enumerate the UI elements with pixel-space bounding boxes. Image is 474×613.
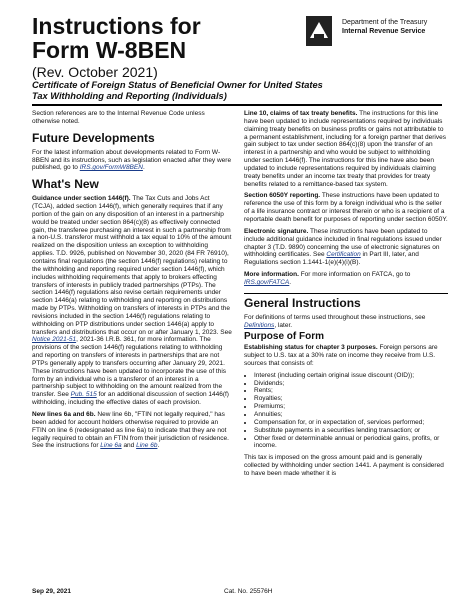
pub-515-link[interactable]: Pub. 515 (70, 391, 97, 399)
definitions-link[interactable]: Definitions (244, 321, 275, 329)
whats-new-heading: What's New (32, 177, 99, 192)
list-item: • Compensation for, or in expectation of, services performed; (254, 419, 448, 427)
list-item: • Other fixed or determinable annual or periodical gains, profits, or income. (254, 435, 448, 451)
list-item: • Premiums; (254, 403, 448, 411)
title-line-2: Form W-8BEN (32, 37, 187, 63)
revision-date: (Rev. October 2021) (32, 64, 158, 80)
title-line-1: Instructions for (32, 13, 201, 39)
dept-irs: Internal Revenue Service (342, 28, 426, 35)
document-title (32, 14, 201, 62)
irs-header-block (306, 16, 446, 46)
guidance-1446f-paragraph: Guidance under section 1446(f). The Tax Cuts and Jobs Act (TCJA), added section 1446(f), which generally requires that if any portion of the gain on any disposition of an interest in a partnership would be treated under section 864(c)(8) as effectively connected gain, the transferee purchasing an interest in such a partnership from a non-U.S. transferor must withhold a tax equal to 10% of the amount realized on the disposition unless an exception to withholding applies. T.D. 9926, published on November 30, 2020 (84 FR 76910), contains final regulations (the section 1446(f) regulations) relating to the withholding and reporting required under section 1446(f), which includes withholding requirements that apply to brokers effecting transfers of interests in publicly traded partnerships (PTPs). The section 1446(f) regulations also revise certain requirements under section 1446(a) relating to withholding and reporting on distributions made by PTPs. Withholding on transfers of interests in PTPs and the revisions included in the section 1446(f) regulations relating to withholding on PTP distributions under section 1446(a) apply to transfers and distributions that occur on or after January 1, 2023. See Notice 2021-51, 2021-36 I.R.B. 361, for more information. The provisions of the section 1446(f) regulations relating to withholding and reporting on transfers of interests in partnerships that are not PTPs generally apply to transfers occurring after January 29, 2021. These instructions have been updated to incorporate the use of this form by an individual who is a transferor of an interest in a partnership subject to withholding on the amount realized from the transfer. See Pub. 515 for an additional discussion of section 1446(f) withholding, including the effective dates of each provision. (32, 195, 232, 407)
future-developments-text: For the latest information about developments related to Form W-8BEN and its instructions, such as legislation enacted after they were published, go to IRS.gov/FormW8BEN. (32, 148, 232, 172)
right-column (244, 110, 448, 482)
electronic-signature-paragraph: Electronic signature. These instructions have been updated to include additional guidance included in final regulations issued under chapter 3 (T.D. 9890) concerning the use of electronic signatures on withholding certificates. See Certification in Part III, later, and Regulations section 1.1441-1(e)(4)(i)(B). (244, 227, 442, 267)
list-item: • Interest (including certain original issue discount (OID)); (254, 372, 448, 380)
line-6a-link[interactable]: Line 6a (100, 442, 122, 450)
purpose-of-form-heading: Purpose of Form (244, 331, 325, 343)
irs-eagle-logo-icon (306, 16, 332, 46)
general-instructions-heading: General Instructions (244, 293, 448, 310)
list-item: • Royalties; (254, 395, 448, 403)
new-lines-paragraph: New lines 6a and 6b. New line 6b, "FTIN not legally required," has been added for account holders otherwise required to provide an FTIN on line 6 (redesignated as line 6a) to indicate that they are not legally required to obtain an FTIN from their jurisdiction of residence. See the instructions for Line 6a and Line 6b. (32, 411, 229, 450)
list-item: • Dividends; (254, 380, 448, 388)
left-column (32, 110, 232, 454)
establishing-status-paragraph: Establishing status for chapter 3 purposes. Foreign persons are subject to U.S. tax at a 30% rate on income they receive from U.S. sources that consists of: (244, 344, 438, 367)
irs-fatca-link[interactable]: IRS.gov/FATCA (244, 278, 290, 286)
notice-2021-51-link[interactable]: Notice 2021-51 (32, 336, 77, 344)
general-instructions-text: For definitions of terms used throughout these instructions, see Definitions, later. (244, 313, 426, 329)
more-information-paragraph: More information. For more information on FATCA, go to IRS.gov/FATCA. (244, 271, 411, 286)
income-types-list (244, 372, 448, 450)
footer-catalog-number: Cat. No. 25576H (224, 588, 273, 595)
certification-link[interactable]: Certification (326, 251, 361, 259)
list-item: • Annuities; (254, 411, 448, 419)
line10-paragraph: Line 10, claims of tax treaty benefits. The instructions for this line have been updated to include representations required by individuals claiming treaty benefits on business profits or gains not attributable to a permanent establishment, including for a foreign partner that derives gain subject to tax under section 864(c)(8) upon the transfer of an interest in a partnership and who would be subject to withholding under section 1446(f). The instructions for this line have also been updated to include representations required by individuals claiming treaty benefits under an income tax treaty that provides for treaty benefits related to a remittance-based tax system. (244, 110, 446, 188)
form-subtitle: Certificate of Foreign Status of Beneficial Owner for United States Tax Withholding and Reporting (Individuals) (32, 80, 323, 101)
section-6050y-paragraph: Section 6050Y reporting. These instructions have been updated to reference the use of this form by a foreign individual who is the seller of a life insurance contract or interest therein or who is a recipient of a reportable death benefit for purposes of reporting under section 6050Y. (244, 192, 448, 223)
dept-treasury: Department of the Treasury (342, 19, 428, 26)
list-item: • Rents; (254, 387, 448, 395)
footer-date: Sep 29, 2021 (32, 588, 72, 595)
tax-imposed-paragraph: This tax is imposed on the gross amount paid and is generally collected by withholding under section 1441. A payment is considered to have been made whether it is (244, 454, 444, 477)
line-6b-link[interactable]: Line 6b (136, 442, 158, 450)
list-item: • Substitute payments in a securities lending transaction; or (254, 427, 448, 435)
irs-formw8ben-link[interactable]: IRS.gov/FormW8BEN (79, 164, 143, 172)
header-rule (32, 104, 442, 106)
intro-text: Section references are to the Internal Revenue Code unless otherwise noted. (32, 110, 205, 125)
future-developments-heading: Future Developments (32, 130, 155, 145)
